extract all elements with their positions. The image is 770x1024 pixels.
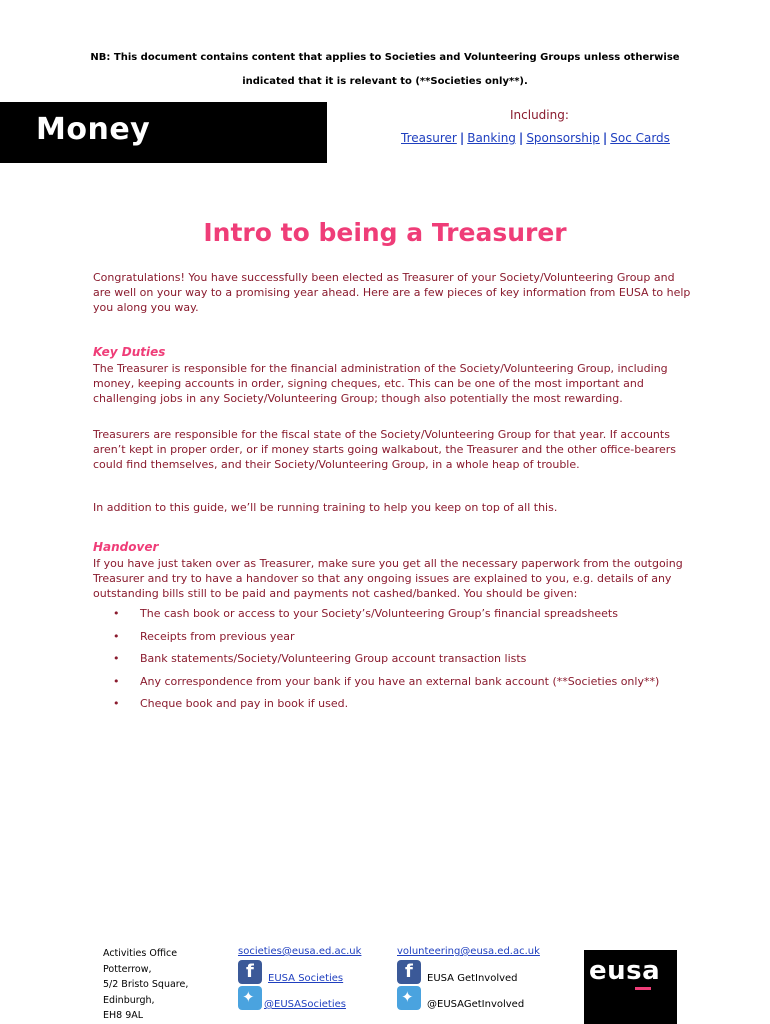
list-item: • Any correspondence from your bank if you have an external bank account (**Societies only**) (113, 675, 659, 698)
twitter-icon[interactable]: ✦ (397, 986, 421, 1010)
facebook-societies-link[interactable]: EUSA Societies (268, 973, 344, 984)
including-label: Including: (510, 108, 569, 122)
link-treasurer[interactable]: Treasurer (401, 131, 457, 145)
section-title-bar (0, 102, 327, 163)
list-item: • Bank statements/Society/Volunteering Group account transaction lists (113, 652, 659, 675)
intro-paragraph: Congratulations! You have successfully been elected as Treasurer of your Society/Volunteering Group and are well on your way to a promising year ahead. Here are a few pieces of key information from EUSA to help you along you way. (93, 271, 691, 314)
link-separator: | (518, 131, 524, 145)
logo-accent-bar (635, 987, 651, 990)
volunteering-email-link[interactable]: volunteering@eusa.ed.ac.uk (397, 946, 540, 957)
link-separator: | (459, 131, 465, 145)
logo-wordmark: eusa (589, 956, 661, 986)
key-duties-title: Key Duties (93, 345, 166, 359)
facebook-icon[interactable]: f (238, 960, 262, 984)
footer-address (103, 946, 188, 1024)
address-line: Edinburgh, (103, 994, 155, 1006)
facebook-icon[interactable]: f (397, 960, 421, 984)
link-separator: | (602, 131, 608, 145)
list-item: • Receipts from previous year (113, 630, 659, 653)
list-item: • Cheque book and pay in book if used. (113, 697, 659, 720)
twitter-icon[interactable]: ✦ (238, 986, 262, 1010)
handover-title: Handover (93, 540, 159, 554)
handover-paragraph: If you have just taken over as Treasurer, make sure you get all the necessary paperwork from the outgoing Treasurer and try to have a handover so that any ongoing issues are explained to you, e.g. details of any outstanding bills still to be paid and payments not cashed/banked. You should be given: (93, 557, 683, 600)
key-duties-paragraph-2: Treasurers are responsible for the fiscal state of the Society/Volunteering Group for that year. If accounts aren’t kept in proper order, or if money starts going walkabout, the Treasurer and the other office-bearers could find themselves, and their Society/Volunteering Group, in a whole heap of trouble. (93, 428, 677, 471)
page-heading: Intro to being a Treasurer (203, 218, 567, 247)
section-title: Money (36, 112, 151, 147)
address-line: EH8 9AL (103, 1010, 144, 1021)
link-soc-cards[interactable]: Soc Cards (610, 131, 670, 145)
address-line: 5/2 Bristo Square, (103, 979, 189, 990)
link-banking[interactable]: Banking (467, 131, 516, 145)
link-sponsorship[interactable]: Sponsorship (526, 131, 600, 145)
topic-links (401, 131, 670, 145)
address-line: Potterrow, (103, 963, 152, 975)
handover-list (113, 607, 659, 720)
address-line: Activities Office (103, 948, 178, 959)
societies-email-link[interactable]: societies@eusa.ed.ac.uk (238, 946, 362, 957)
twitter-volunteering-label: @EUSAGetInvolved (427, 999, 525, 1010)
notice-line-1: NB: This document contains content that applies to Societies and Volunteering Groups unless otherwise (90, 52, 680, 63)
twitter-societies-link[interactable]: @EUSASocieties (264, 999, 346, 1010)
list-item: • The cash book or access to your Society’s/Volunteering Group’s financial spreadsheets (113, 607, 659, 630)
eusa-logo (584, 950, 677, 1024)
notice-line-2: indicated that it is relevant to (**Societies only**). (242, 76, 528, 87)
facebook-volunteering-label: EUSA GetInvolved (427, 973, 518, 984)
key-duties-paragraph-1: The Treasurer is responsible for the financial administration of the Society/Volunteering Group, including money, keeping accounts in order, signing cheques, etc. This can be one of the most important and challenging jobs in any Society/Volunteering Group; though also potentially the most rewarding. (93, 362, 668, 405)
training-paragraph: In addition to this guide, we’ll be running training to help you keep on top of all this. (93, 501, 558, 514)
